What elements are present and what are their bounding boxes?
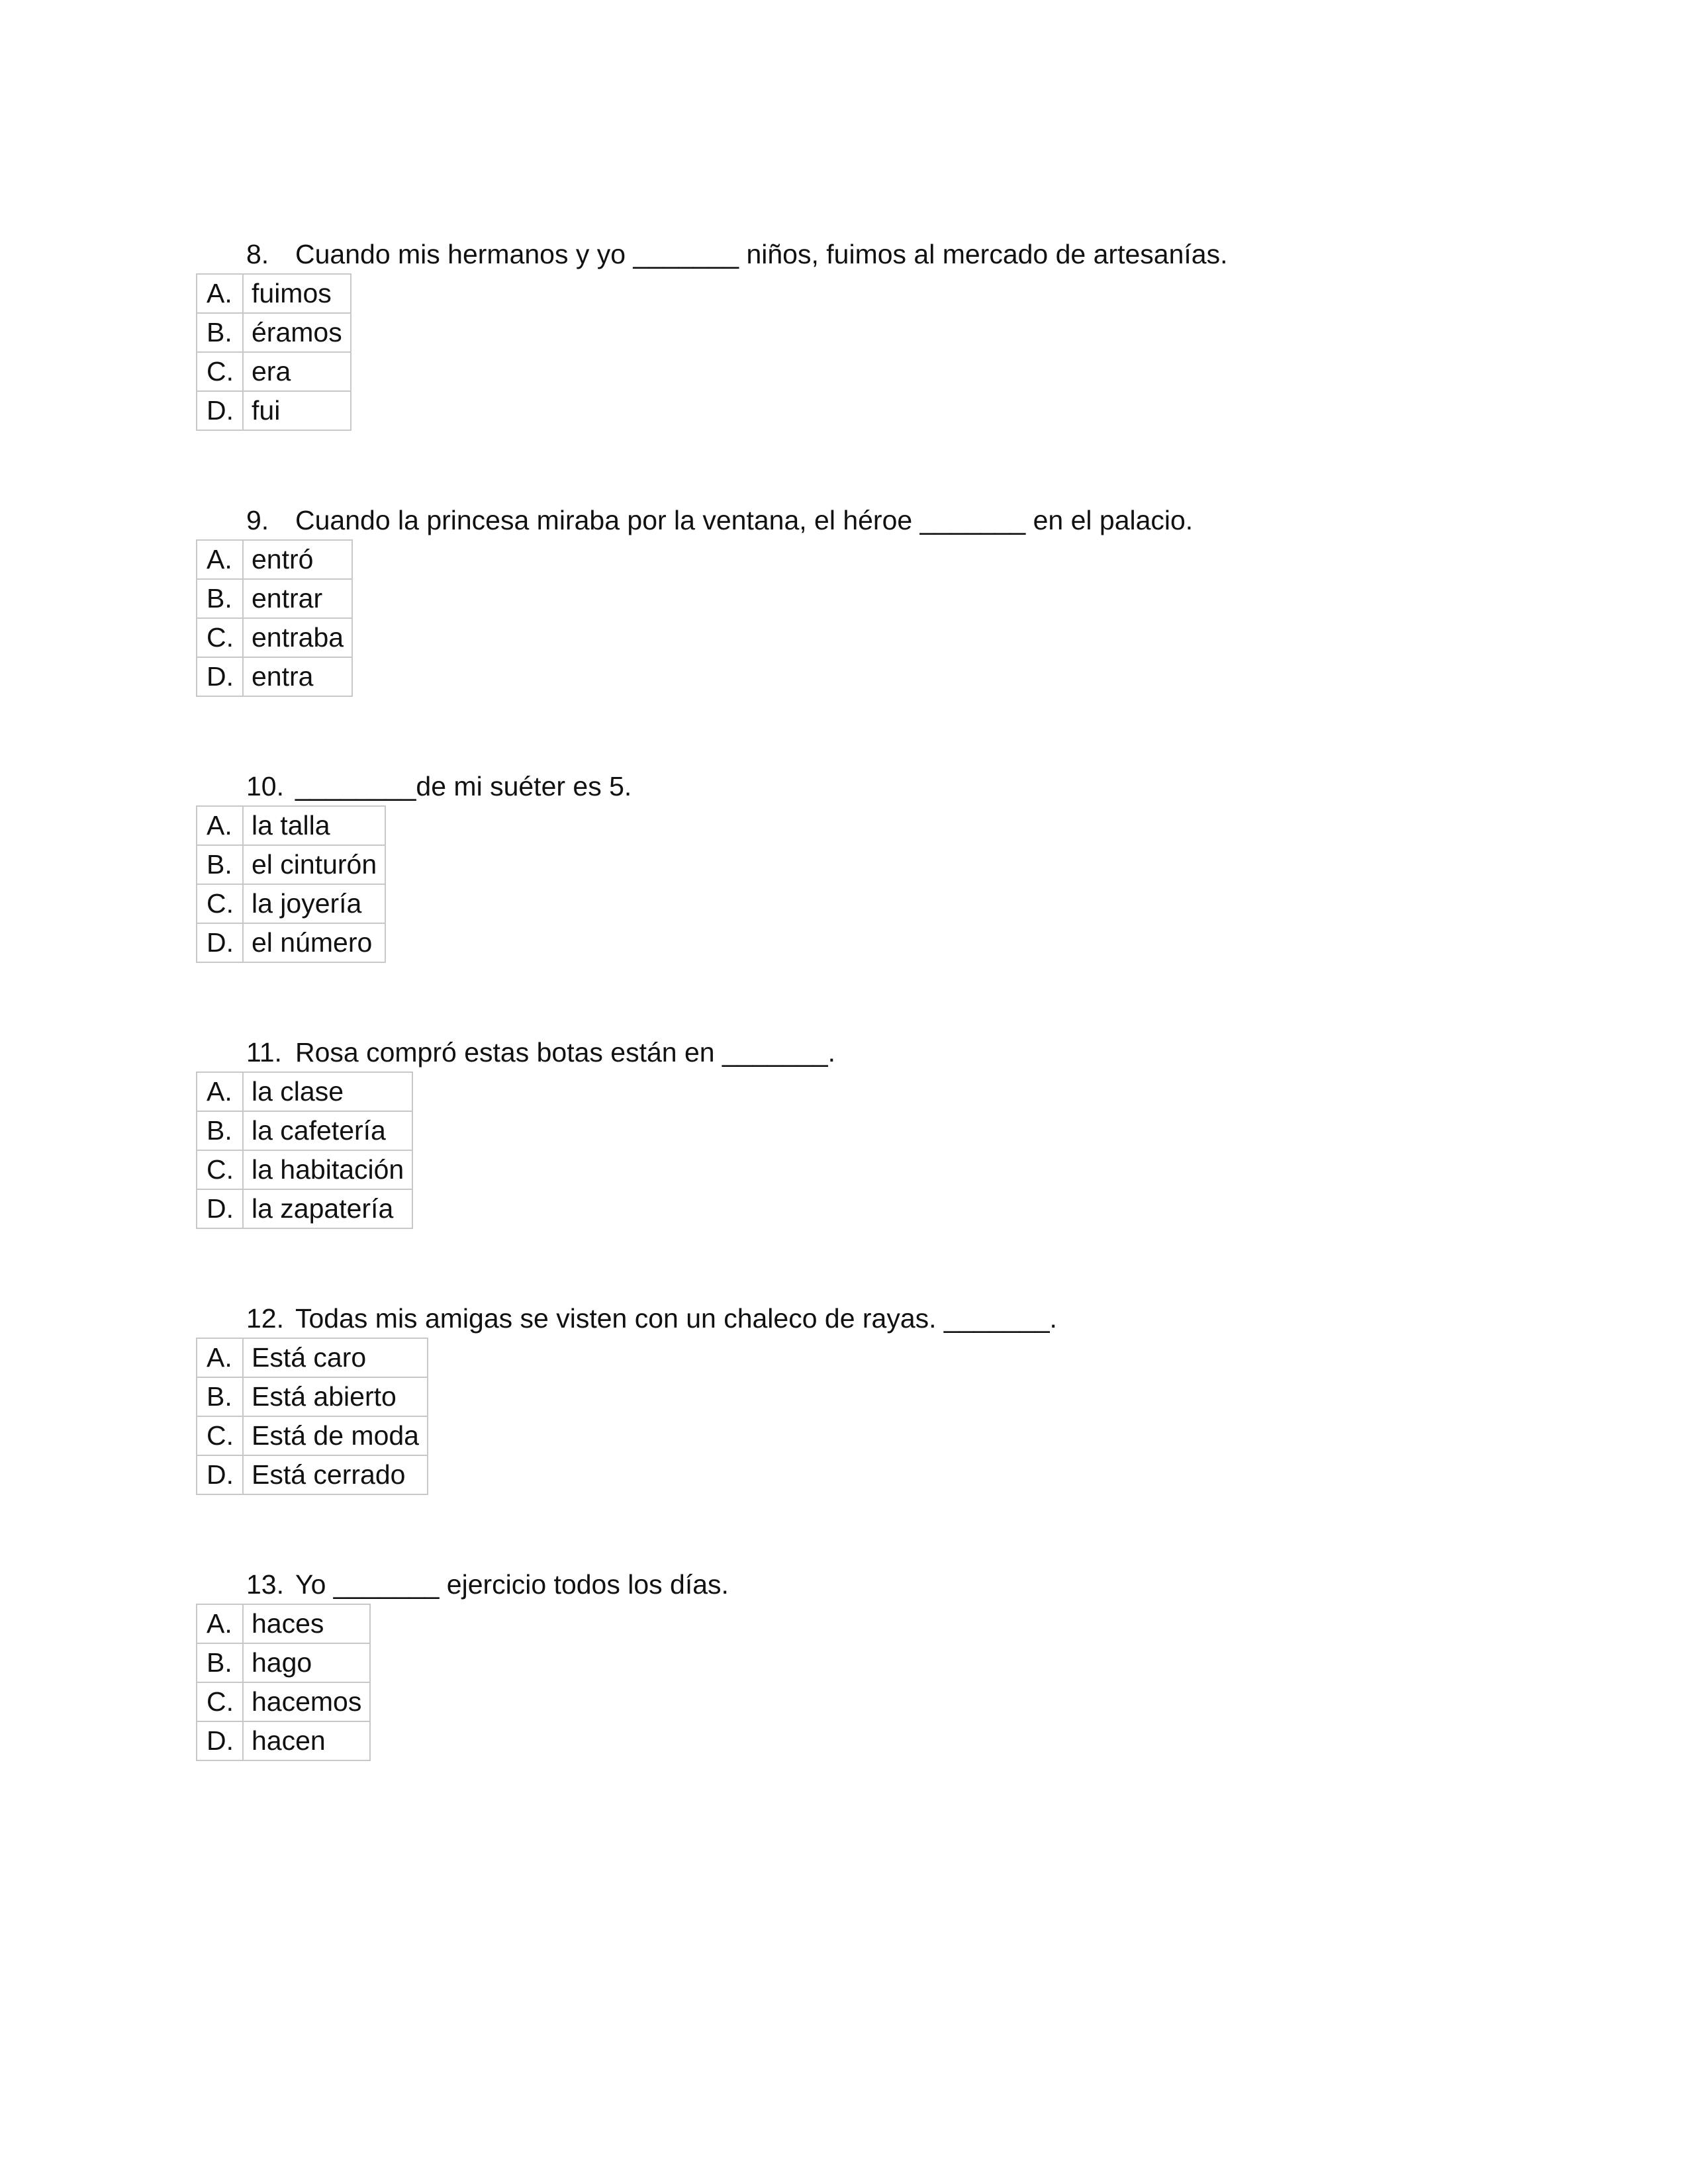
question-number: 12. (246, 1303, 284, 1334)
option-letter: C. (197, 884, 243, 923)
option-text: hago (243, 1643, 370, 1682)
option-row[interactable] (197, 1416, 428, 1455)
option-text: Está abierto (243, 1377, 428, 1416)
question-number: 11. (246, 1037, 282, 1068)
question-text: Yo _______ ejercicio todos los días. (295, 1569, 729, 1600)
question-text: Todas mis amigas se visten con un chaleco de rayas. _______. (295, 1303, 1057, 1334)
answer-options (196, 1604, 371, 1761)
option-row[interactable] (197, 618, 352, 657)
option-text: haces (243, 1604, 370, 1643)
option-text: la clase (243, 1072, 412, 1111)
option-letter: D. (197, 923, 243, 962)
option-letter: C. (197, 1416, 243, 1455)
option-text: el número (243, 923, 385, 962)
question-number: 8. (246, 239, 269, 269)
option-row[interactable] (197, 1377, 428, 1416)
option-letter: B. (197, 1111, 243, 1150)
option-row[interactable] (197, 1111, 412, 1150)
option-letter: B. (197, 1377, 243, 1416)
option-letter: D. (197, 1721, 243, 1760)
question-10 (196, 767, 632, 963)
option-letter: B. (197, 845, 243, 884)
option-row[interactable] (197, 274, 351, 313)
option-text: la cafetería (243, 1111, 412, 1150)
option-letter: C. (197, 352, 243, 391)
option-row[interactable] (197, 579, 352, 618)
option-text: fuimos (243, 274, 351, 313)
question-9 (196, 501, 1194, 697)
option-row[interactable] (197, 1338, 428, 1377)
option-row[interactable] (197, 391, 351, 430)
option-letter: C. (197, 1150, 243, 1189)
answer-options (196, 805, 386, 963)
question-text: Rosa compró estas botas están en _______. (295, 1037, 835, 1068)
question-11 (196, 1033, 835, 1229)
option-letter: C. (197, 618, 243, 657)
option-letter: A. (197, 806, 243, 845)
question-stem (196, 1565, 729, 1604)
option-letter: A. (197, 540, 243, 579)
question-stem (196, 1299, 1057, 1338)
option-text: entrar (243, 579, 352, 618)
option-text: la talla (243, 806, 385, 845)
option-text: la joyería (243, 884, 385, 923)
question-number: 10. (246, 771, 284, 801)
option-row[interactable] (197, 1150, 412, 1189)
option-row[interactable] (197, 1721, 370, 1760)
option-row[interactable] (197, 540, 352, 579)
option-text: entra (243, 657, 352, 696)
option-row[interactable] (197, 1604, 370, 1643)
answer-options (196, 539, 353, 697)
question-stem (196, 501, 1194, 539)
option-text: Está de moda (243, 1416, 428, 1455)
answer-options (196, 1071, 413, 1229)
option-row[interactable] (197, 806, 385, 845)
question-stem (196, 235, 1228, 273)
option-row[interactable] (197, 657, 352, 696)
option-row[interactable] (197, 352, 351, 391)
option-row[interactable] (197, 1455, 428, 1494)
question-stem (196, 1033, 835, 1071)
option-row[interactable] (197, 1682, 370, 1721)
option-text: era (243, 352, 351, 391)
question-number: 13. (246, 1569, 284, 1600)
option-text: entraba (243, 618, 352, 657)
question-stem (196, 767, 632, 805)
option-text: éramos (243, 313, 351, 352)
question-13 (196, 1565, 729, 1761)
option-row[interactable] (197, 1189, 412, 1228)
option-letter: B. (197, 1643, 243, 1682)
option-row[interactable] (197, 313, 351, 352)
option-row[interactable] (197, 1643, 370, 1682)
question-text: Cuando mis hermanos y yo _______ niños, fuimos al mercado de artesanías. (295, 239, 1228, 269)
option-letter: A. (197, 1072, 243, 1111)
option-text: Está caro (243, 1338, 428, 1377)
option-text: el cinturón (243, 845, 385, 884)
option-text: la zapatería (243, 1189, 412, 1228)
option-text: entró (243, 540, 352, 579)
option-letter: A. (197, 1604, 243, 1643)
option-text: hacemos (243, 1682, 370, 1721)
question-text: ________de mi suéter es 5. (295, 771, 632, 801)
option-letter: D. (197, 1455, 243, 1494)
option-text: Está cerrado (243, 1455, 428, 1494)
option-row[interactable] (197, 1072, 412, 1111)
answer-options (196, 1338, 428, 1495)
question-8 (196, 235, 1228, 431)
option-letter: B. (197, 579, 243, 618)
question-12 (196, 1299, 1057, 1495)
option-row[interactable] (197, 884, 385, 923)
option-text: hacen (243, 1721, 370, 1760)
question-number: 9. (246, 505, 269, 535)
option-row[interactable] (197, 845, 385, 884)
option-letter: A. (197, 274, 243, 313)
option-letter: D. (197, 657, 243, 696)
question-text: Cuando la princesa miraba por la ventana, el héroe _______ en el palacio. (295, 505, 1194, 535)
option-row[interactable] (197, 923, 385, 962)
option-letter: D. (197, 1189, 243, 1228)
option-letter: C. (197, 1682, 243, 1721)
option-letter: B. (197, 313, 243, 352)
option-letter: A. (197, 1338, 243, 1377)
option-text: fui (243, 391, 351, 430)
option-letter: D. (197, 391, 243, 430)
answer-options (196, 273, 352, 431)
option-text: la habitación (243, 1150, 412, 1189)
